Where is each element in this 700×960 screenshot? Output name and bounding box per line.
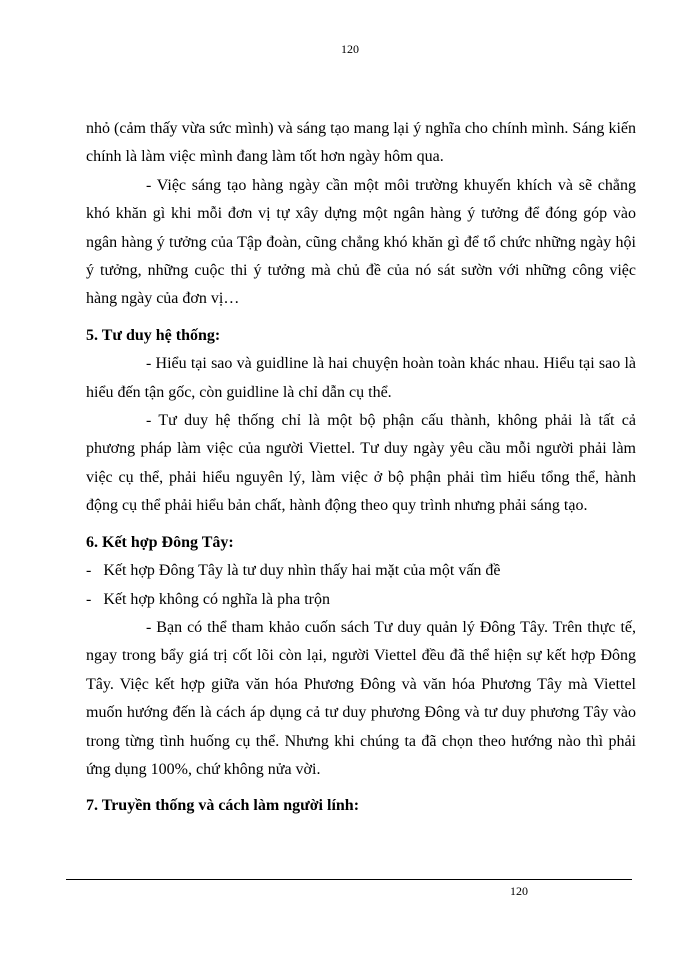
bullet-item: - Kết hợp không có nghĩa là pha trộn bbox=[86, 590, 330, 608]
section-heading: 5. Tư duy hệ thống: bbox=[86, 326, 221, 344]
footer-divider bbox=[66, 879, 632, 880]
paragraph: - Tư duy hệ thống chỉ là một bộ phận cấu thành, không phải là tất cả phương pháp làm việc của người Viettel. Tư duy ngày yêu cầu mỗi người phải làm việc cụ thể, phải hiểu nguyên lý, làm việc ở bộ phận phải tìm hiểu tổng thể, hành động cụ thể phải hiểu bản chất, hành động theo quy trình nhưng phải sáng tạo. bbox=[86, 412, 636, 515]
page-number-top: 120 bbox=[341, 42, 359, 56]
section-heading: 6. Kết hợp Đông Tây: bbox=[86, 533, 234, 551]
page-number-bottom: 120 bbox=[510, 884, 528, 898]
bullet-item: - Kết hợp Đông Tây là tư duy nhìn thấy hai mặt của một vấn đề bbox=[86, 562, 501, 580]
paragraph: - Việc sáng tạo hàng ngày cần một môi trường khuyến khích và sẽ chẳng khó khăn gì khi mỗi đơn vị tự xây dựng một ngân hàng ý tưởng để đóng góp vào ngân hàng ý tưởng của Tập đoàn, cũng chẳng khó khăn gì để tổ chức những ngày hội ý tưởng, những cuộc thi ý tưởng mà chủ đề của nó sát sườn với những công việc hàng ngày của đơn vị… bbox=[86, 176, 636, 308]
section-heading: 7. Truyền thống và cách làm người lính: bbox=[86, 797, 360, 815]
document-body bbox=[86, 115, 636, 821]
paragraph: - Hiểu tại sao và guidline là hai chuyện hoàn toàn khác nhau. Hiểu tại sao là hiểu đến tận gốc, còn guidline là chỉ dẫn cụ thể. bbox=[86, 355, 636, 401]
paragraph: nhỏ (cảm thấy vừa sức mình) và sáng tạo mang lại ý nghĩa cho chính mình. Sáng kiến chính là làm việc mình đang làm tốt hơn ngày hôm qua. bbox=[86, 120, 636, 166]
paragraph: - Bạn có thể tham khảo cuốn sách Tư duy quản lý Đông Tây. Trên thực tế, ngay trong bẩy giá trị cốt lõi còn lại, người Viettel đều đã thể hiện sự kết hợp Đông Tây. Việc kết hợp giữa văn hóa Phương Đông và văn hóa Phương Tây mà Viettel muốn hướng đến là cách áp dụng cả tư duy phương Đông và tư duy phương Tây vào trong từng tình huống cụ thể. Nhưng khi chúng ta đã chọn theo hướng nào thì phải ứng dụng 100%, chứ không nửa vời. bbox=[86, 618, 636, 778]
